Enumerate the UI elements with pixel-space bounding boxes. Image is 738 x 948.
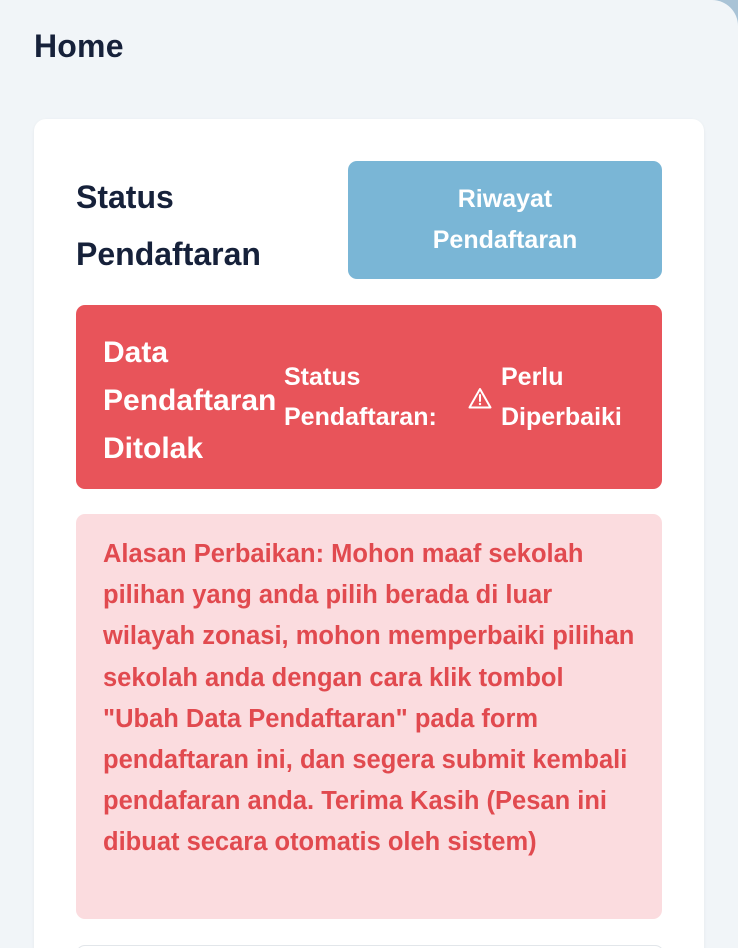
registration-history-button[interactable] [348, 161, 662, 279]
correction-reason-box [76, 514, 662, 919]
page-title: Home [34, 28, 124, 64]
status-label-text: Status Pendaftaran: [284, 363, 437, 431]
status-banner [76, 305, 662, 489]
status-label [284, 357, 454, 437]
registration-status-card [34, 119, 704, 948]
status-value-text: Perlu Diperbaiki [501, 363, 622, 431]
banner-title [103, 329, 283, 473]
status-heading: Status Pendaftaran [76, 179, 261, 272]
warning-triangle-icon [468, 387, 492, 409]
status-value [501, 357, 651, 437]
banner-title-text: Data Pendaftaran Ditolak [103, 336, 277, 465]
correction-reason-text: Alasan Perbaikan: Mohon maaf sekolah pilihan yang anda pilih berada di luar wilayah zonasi, mohon memperbaiki pilihan sekolah anda dengan cara klik tombol "Ubah Data Pendaftaran" pada form pendaftaran ini, dan segera submit kembali pendafaran anda. Terima Kasih (Pesan ini dibuat secara otomatis oleh sistem) [103, 540, 635, 857]
registration-history-button-label: Riwayat Pendaftaran [432, 185, 578, 254]
